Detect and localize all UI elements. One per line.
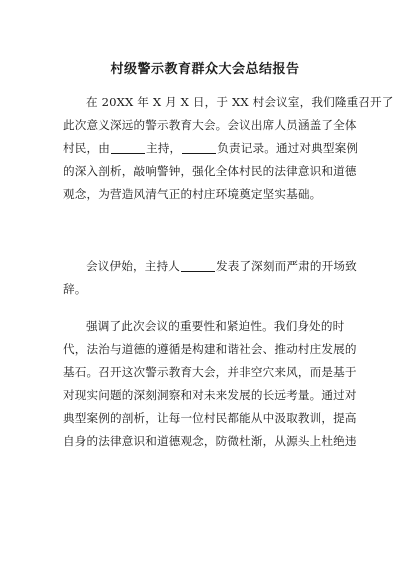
paragraph-1-line-4: 的深入剖析，敲响警钟，强化全体村民的法律意识和道德 (63, 164, 357, 178)
text-segment: 发表了深刻而严肃的开场致 (215, 259, 357, 273)
text-segment: 村民，由 (63, 141, 110, 155)
paragraph-3 (63, 315, 357, 453)
paragraph-2-line-2: 辞。 (63, 282, 87, 296)
document-title: 村级警示教育群众大会总结报告 (110, 62, 300, 77)
text-segment: 负责记录。通过对典型案例 (217, 141, 359, 155)
paragraph-1-line-1: 在 20XX 年 X 月 X 日，于 XX 村会议室，我们隆重召开了 (86, 95, 394, 109)
paragraph-2 (63, 255, 357, 301)
paragraph-3-line-4: 对现实问题的深刻洞察和对未来发展的长远考量。通过对 (63, 388, 357, 402)
paragraph-3-line-2: 代，法治与道德的遵循是构建和谐社会、推动村庄发展的 (63, 342, 357, 356)
paragraph-1-line-5: 观念，为营造风清气正的村庄环境奠定坚实基础。 (63, 187, 322, 201)
paragraph-3-line-3: 基石。召开这次警示教育大会，并非空穴来风，而是基于 (63, 365, 357, 379)
paragraph-1-line-2: 此次意义深远的警示教育大会。会议出席人员涵盖了全体 (63, 118, 357, 132)
text-segment: 会议伊始，主持人 (86, 259, 180, 273)
paragraph-1-line-3 (63, 137, 359, 160)
paragraph-3-line-6: 自身的法律意识和道德观念，防微杜渐，从源头上杜绝违 (63, 434, 357, 448)
paragraph-2-line-1 (63, 255, 357, 278)
paragraph-1 (63, 91, 394, 206)
blank-underline-host-name (181, 259, 215, 272)
paragraph-3-line-5: 典型案例的剖析，让每一位村民都能从中汲取教训，提高 (63, 411, 357, 425)
paragraph-3-line-1: 强调了此次会议的重要性和紧迫性。我们身处的时 (86, 319, 345, 333)
blank-underline-recorder (182, 141, 216, 154)
text-segment: 主持， (145, 141, 182, 155)
blank-underline-host (111, 141, 145, 154)
